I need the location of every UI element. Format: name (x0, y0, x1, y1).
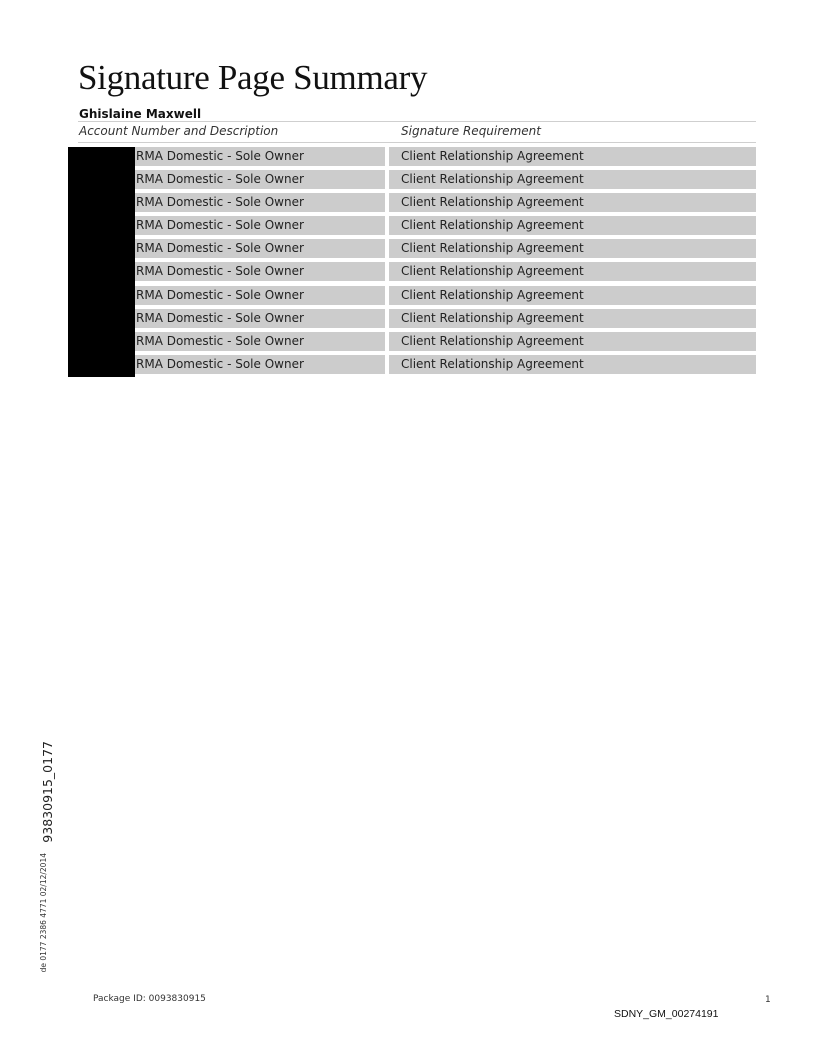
account-description: RMA Domestic - Sole Owner (136, 149, 304, 163)
requirement-cell (389, 262, 756, 281)
signature-requirement: Client Relationship Agreement (401, 241, 584, 256)
table-row (78, 239, 756, 258)
signature-requirement: Client Relationship Agreement (401, 333, 584, 348)
requirement-cell (389, 193, 756, 212)
signature-requirement: Client Relationship Agreement (401, 172, 584, 187)
account-description: RMA Domestic - Sole Owner (136, 333, 304, 348)
account-description: RMA Domestic - Sole Owner (136, 310, 304, 325)
account-description: RMA Domestic - Sole Owner (136, 287, 304, 302)
table-row (78, 170, 756, 189)
table-row (78, 309, 756, 328)
requirement-cell (389, 170, 756, 189)
requirement-cell (389, 147, 756, 166)
table-row (78, 286, 756, 305)
side-document-id: 93830915_0177 (40, 741, 55, 843)
side-form-code: de 0177 2386 4771 02/12/2014 (39, 853, 48, 973)
requirement-cell (389, 286, 756, 305)
table-row (78, 216, 756, 235)
table-row (78, 193, 756, 212)
header-rule-top (78, 121, 756, 122)
header-rule-bottom (78, 142, 756, 143)
account-description: RMA Domestic - Sole Owner (136, 172, 304, 187)
account-description: RMA Domestic - Sole Owner (136, 264, 304, 279)
column-header-requirement: Signature Requirement (401, 124, 541, 138)
package-id: Package ID: 0093830915 (93, 994, 206, 1004)
column-header-account: Account Number and Description (79, 124, 279, 138)
account-description: RMA Domestic - Sole Owner (136, 356, 304, 371)
client-name: Ghislaine Maxwell (79, 107, 202, 121)
requirement-cell (389, 332, 756, 351)
requirement-cell (389, 216, 756, 235)
page-number: 1 (765, 995, 771, 1005)
account-description: RMA Domestic - Sole Owner (136, 195, 304, 210)
page-title: Signature Page Summary (78, 58, 428, 97)
signature-requirement: Client Relationship Agreement (401, 287, 584, 302)
account-description: RMA Domestic - Sole Owner (136, 218, 304, 233)
requirement-cell (389, 355, 756, 374)
table-row (78, 332, 756, 351)
signature-requirement: Client Relationship Agreement (401, 195, 584, 210)
account-table (78, 147, 756, 378)
table-row (78, 355, 756, 374)
account-description: RMA Domestic - Sole Owner (136, 241, 304, 256)
requirement-cell (389, 309, 756, 328)
requirement-cell (389, 239, 756, 258)
bates-number: SDNY_GM_00274191 (614, 1008, 719, 1020)
table-row (78, 147, 756, 166)
signature-requirement: Client Relationship Agreement (401, 264, 584, 279)
signature-requirement: Client Relationship Agreement (401, 149, 584, 163)
redaction-block (68, 147, 135, 377)
signature-requirement: Client Relationship Agreement (401, 310, 584, 325)
table-row (78, 262, 756, 281)
signature-requirement: Client Relationship Agreement (401, 356, 584, 371)
signature-requirement: Client Relationship Agreement (401, 218, 584, 233)
